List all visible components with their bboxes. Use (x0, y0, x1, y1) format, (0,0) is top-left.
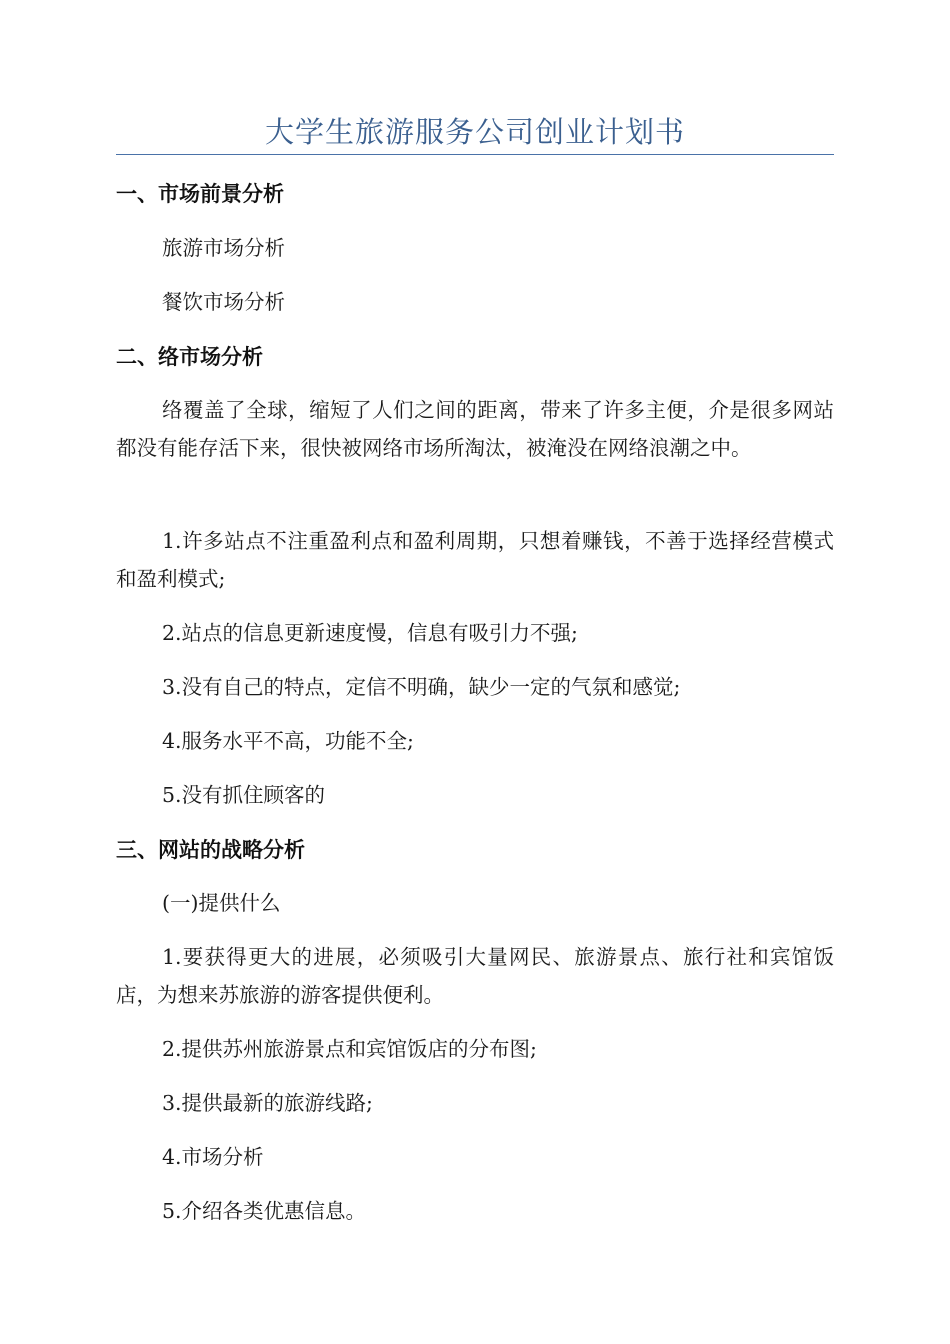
paragraph: 5.没有抓住顾客的 (162, 783, 326, 807)
paragraph: 5.介绍各类优惠信息。 (162, 1199, 367, 1223)
paragraph: 3.提供最新的旅游线路; (162, 1091, 373, 1115)
paragraph: 络覆盖了全球，缩短了人们之间的距离，带来了许多主便，介是很多网站都没有能存活下来，很快被网络市场所淘汰，被淹没在网络浪潮之中。 (116, 398, 834, 460)
paragraph: 2.提供苏州旅游景点和宾馆饭店的分布图; (162, 1037, 537, 1061)
paragraph: 旅游市场分析 (162, 236, 285, 260)
paragraph: (一)提供什么 (162, 891, 281, 915)
paragraph: 2.站点的信息更新速度慢，信息有吸引力不强; (162, 621, 578, 645)
paragraph: 4.市场分析 (162, 1145, 264, 1169)
paragraph: 1.要获得更大的进展，必须吸引大量网民、旅游景点、旅行社和宾馆饭店，为想来苏旅游的游客提供便利。 (116, 945, 834, 1007)
paragraph: 餐饮市场分析 (162, 290, 285, 314)
paragraph: 4.服务水平不高，功能不全; (162, 729, 414, 753)
document-title: 大学生旅游服务公司创业计划书 (264, 115, 685, 149)
section-heading-1: 一、市场前景分析 (116, 182, 284, 206)
paragraph: 3.没有自己的特点，定信不明确，缺少一定的气氛和感觉; (162, 675, 681, 699)
section-heading-3: 三、网站的战略分析 (116, 838, 305, 862)
paragraph: 1.许多站点不注重盈利点和盈利周期，只想着赚钱，不善于选择经营模式和盈利模式; (116, 529, 834, 591)
title-underline (116, 154, 834, 155)
section-heading-2: 二、络市场分析 (116, 345, 263, 369)
